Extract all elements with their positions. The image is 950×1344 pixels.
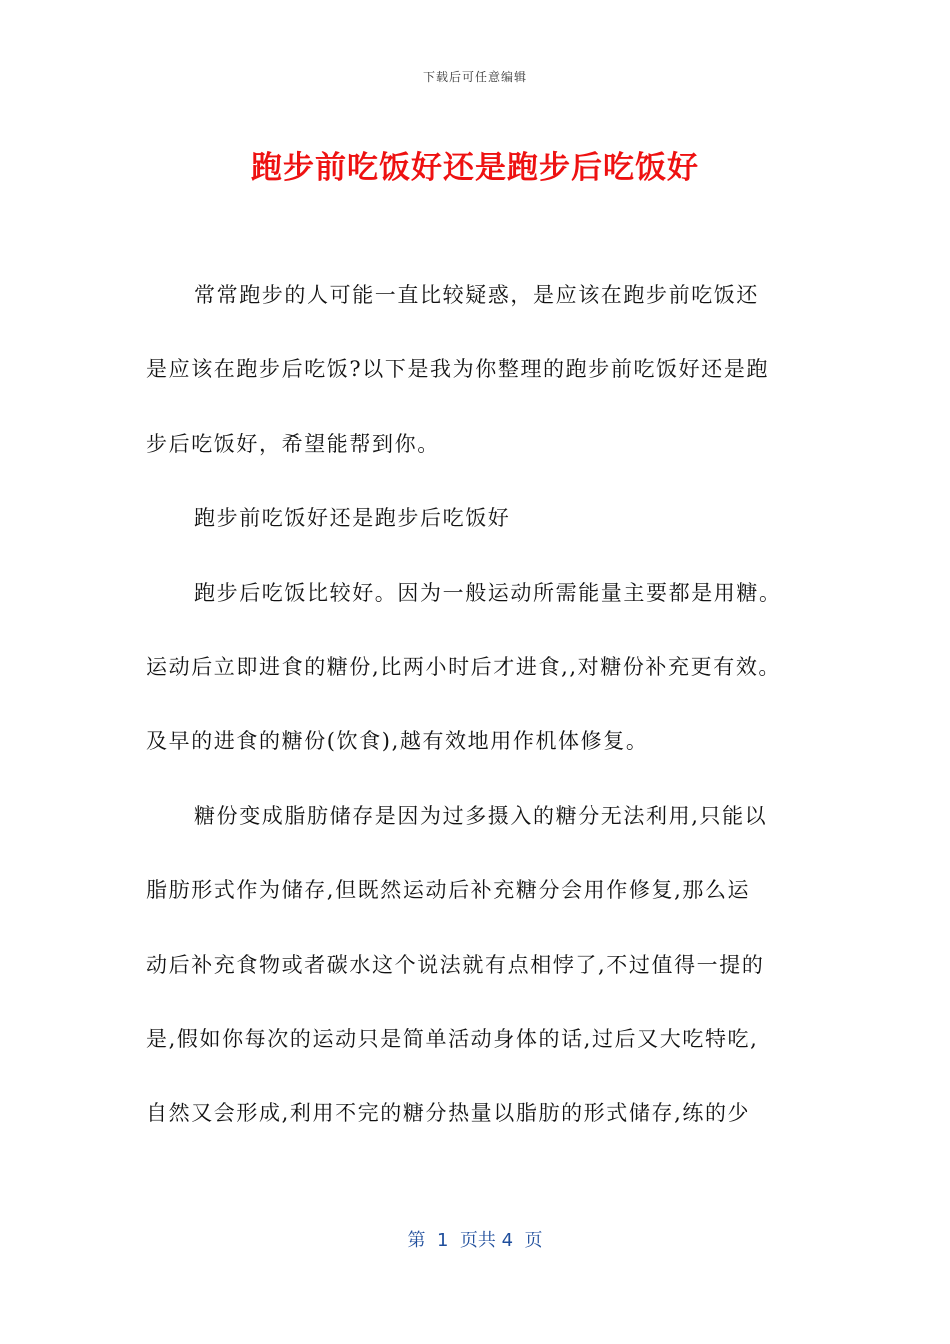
paragraph-line: 步后吃饭好，希望能帮到你。 [146, 431, 440, 456]
header-note: 下载后可任意编辑 [422, 70, 527, 84]
document-body [146, 270, 816, 1163]
paragraph-line: 是,假如你每次的运动只是简单活动身体的话,过后又大吃特吃, [146, 1026, 759, 1051]
paragraph-line: 脂肪形式作为储存,但既然运动后补充糖分会用作修复,那么运 [146, 878, 751, 903]
paragraph-line: 跑步后吃饭比较好。因为一般运动所需能量主要都是用糖。 [194, 580, 782, 605]
paragraph-line: 动后补充食物或者碳水这个说法就有点相悖了,不过值得一提的 [146, 952, 765, 977]
section-heading-line: 跑步前吃饭好还是跑步后吃饭好 [194, 506, 511, 531]
paragraph-line: 运动后立即进食的糖份,比两小时后才进食,,对糖份补充更有效。 [146, 654, 782, 679]
paragraph-line: 是应该在跑步后吃饭?以下是我为你整理的跑步前吃饭好还是跑 [146, 357, 770, 382]
paragraph-line: 自然又会形成,利用不完的糖分热量以脂肪的形式储存,练的少 [146, 1101, 751, 1126]
page-number-footer: 第 1 页共 4 页 [407, 1230, 543, 1251]
paragraph-line: 糖份变成脂肪储存是因为过多摄入的糖分无法利用,只能以 [194, 803, 768, 828]
paragraph-line: 及早的进食的糖份(饮食),越有效地用作机体修复。 [146, 729, 649, 754]
document-title: 跑步前吃饭好还是跑步后吃饭好 [251, 150, 699, 186]
paragraph-line: 常常跑步的人可能一直比较疑惑，是应该在跑步前吃饭还 [194, 283, 759, 307]
